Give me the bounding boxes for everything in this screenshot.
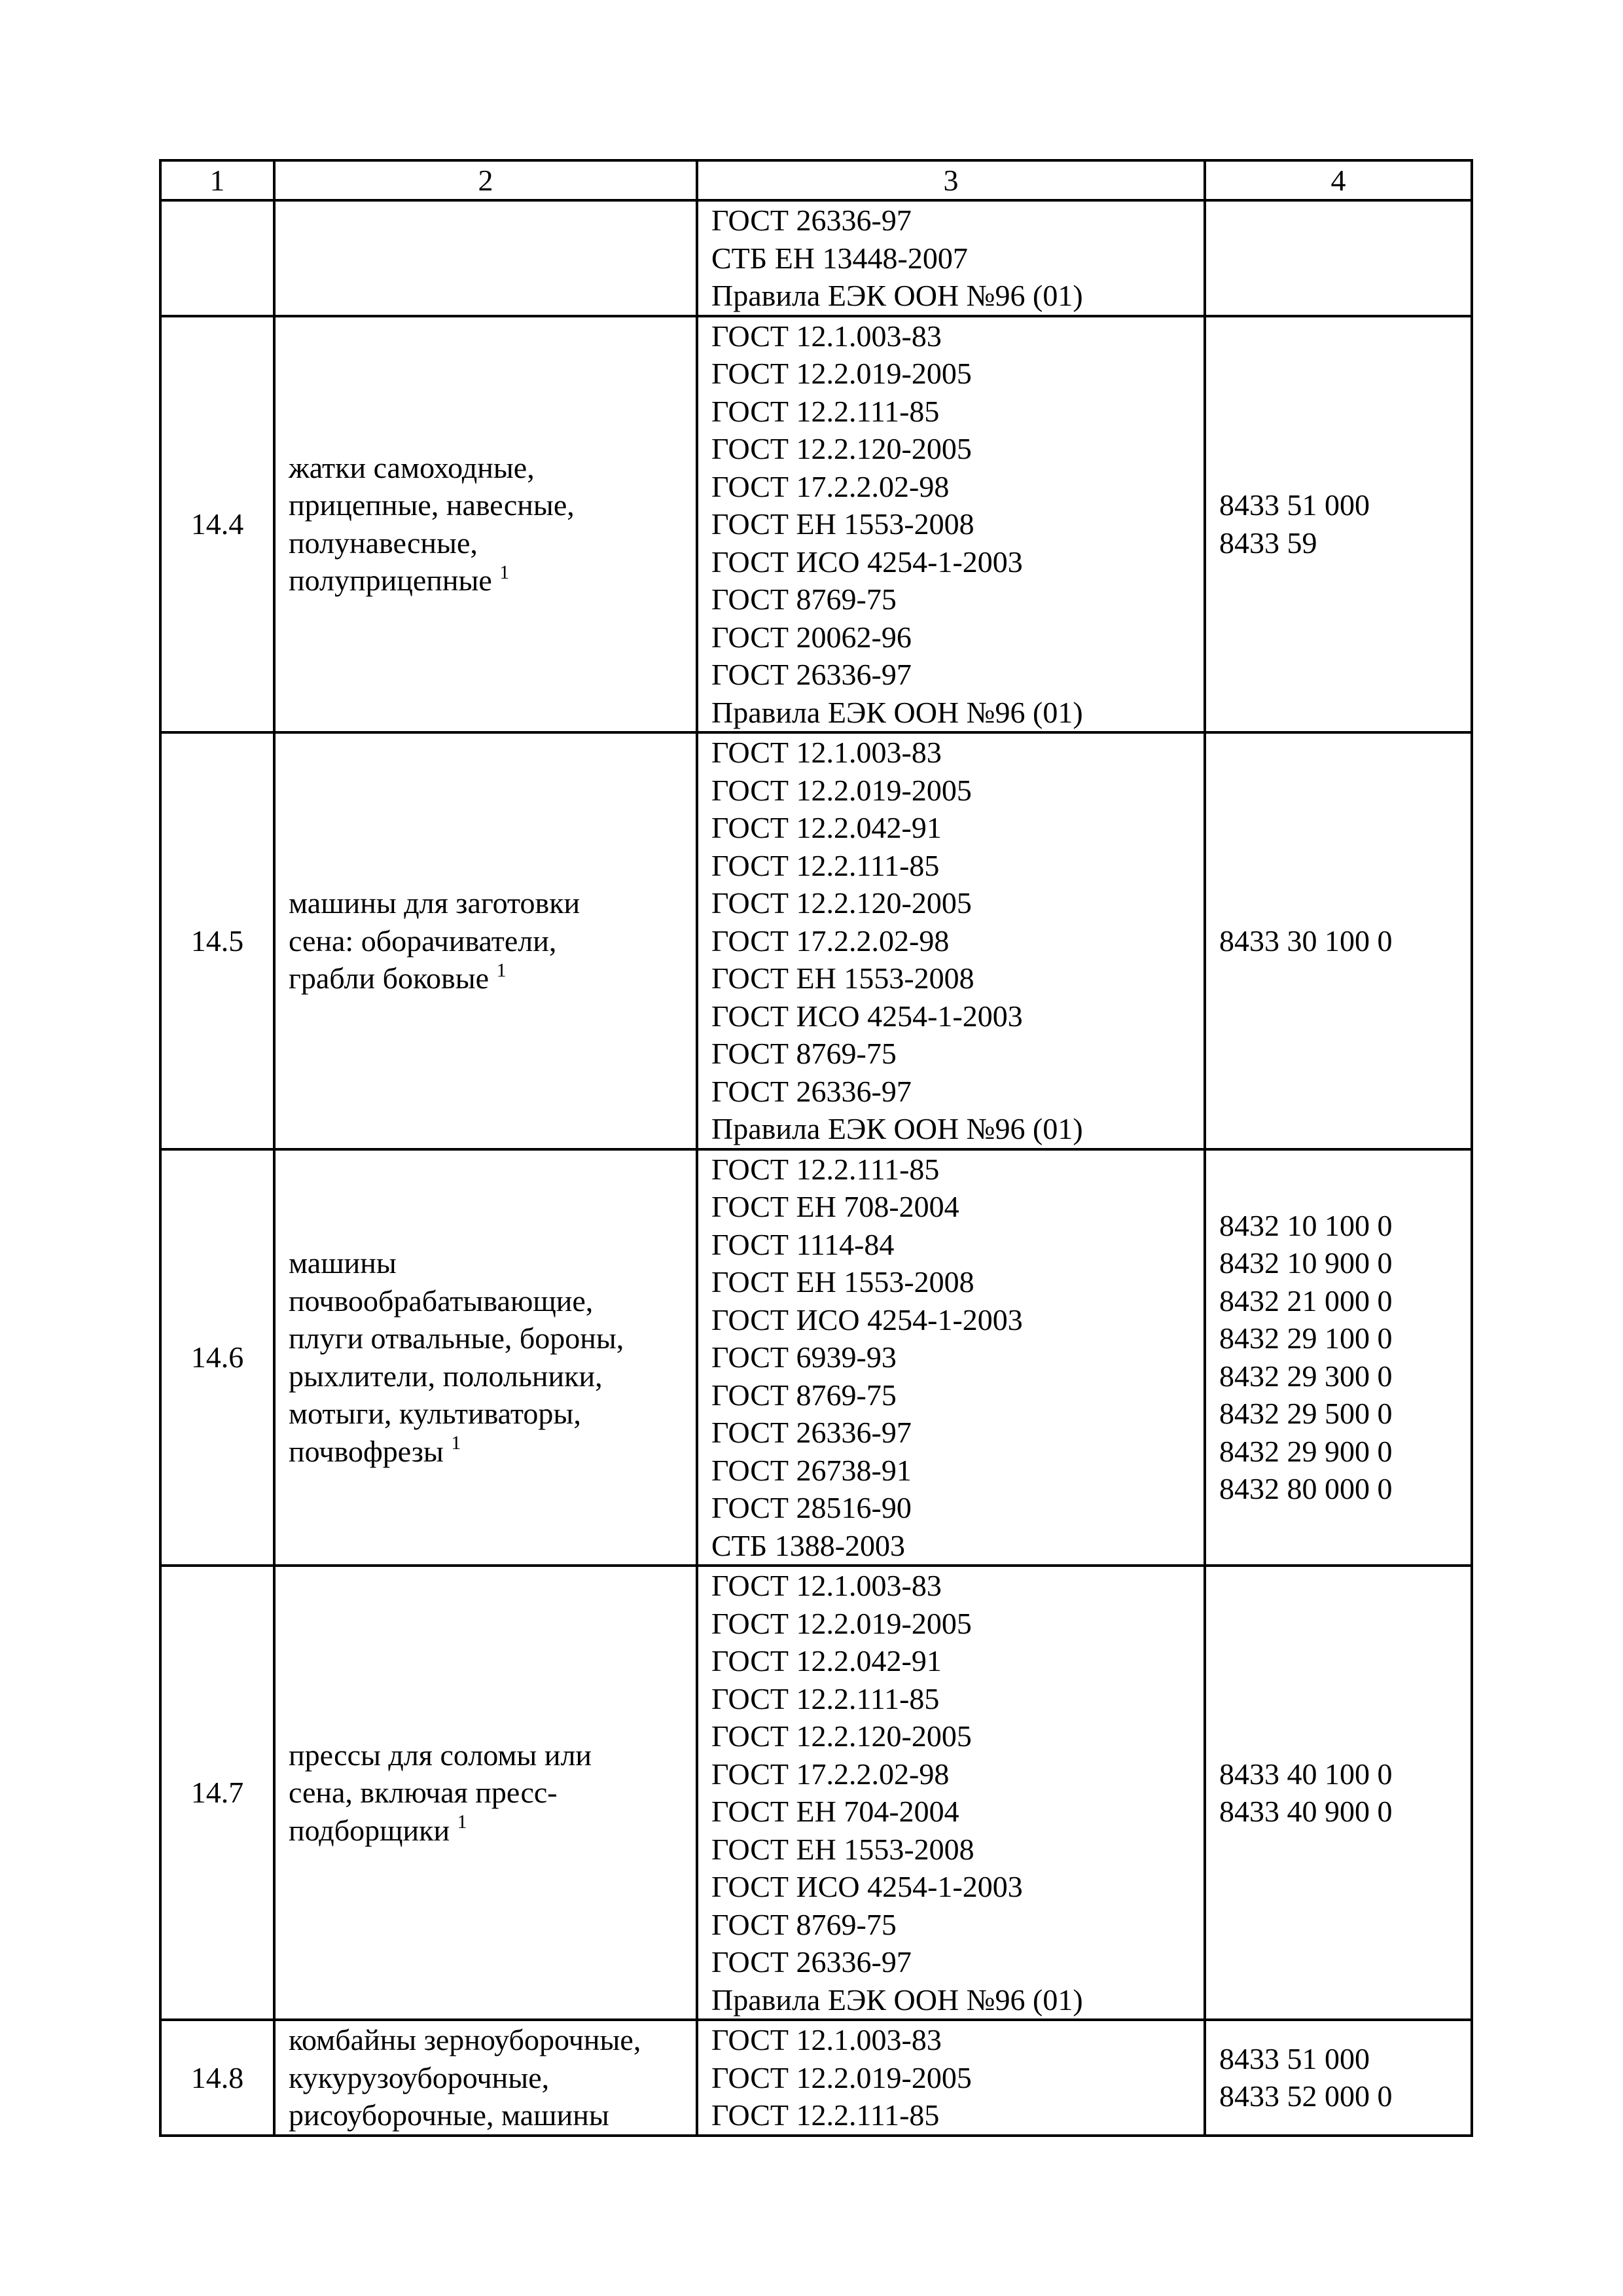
tnved-codes <box>1205 1149 1472 1566</box>
standard-item: ГОСТ ИСО 4254-1-2003 <box>711 1870 1023 1903</box>
standard-item: ГОСТ ЕН 1553-2008 <box>711 961 974 995</box>
tnved-code: 8433 40 900 0 <box>1219 1795 1393 1828</box>
header-row <box>160 160 1472 200</box>
description-text: машины <box>289 1246 397 1280</box>
description-text: прицепные, навесные, <box>289 488 575 522</box>
standard-item: ГОСТ ЕН 1553-2008 <box>711 1832 974 1866</box>
footnote-marker: 1 <box>499 561 510 583</box>
description-text: прессы для соломы или <box>289 1738 592 1772</box>
standard-item: ГОСТ 8769-75 <box>711 1037 897 1070</box>
standards-list <box>697 1566 1205 2020</box>
standard-item: ГОСТ 12.2.120-2005 <box>711 886 972 920</box>
header-col-3: 3 <box>697 160 1205 200</box>
standard-item: ГОСТ 1114-84 <box>711 1227 895 1261</box>
tnved-code: 8433 40 100 0 <box>1219 1757 1393 1791</box>
standard-item: СТБ ЕН 13448-2007 <box>711 241 968 275</box>
standard-item: ГОСТ 26336-97 <box>711 658 912 691</box>
standard-item: ГОСТ 17.2.2.02-98 <box>711 469 950 503</box>
standard-item: ГОСТ 12.1.003-83 <box>711 2023 942 2056</box>
item-number: 14.5 <box>160 732 274 1149</box>
standard-item: СТБ 1388-2003 <box>711 1528 906 1562</box>
description-line <box>289 2059 683 2097</box>
standard-item: ГОСТ 26336-97 <box>711 1416 912 1449</box>
tnved-code: 8432 10 900 0 <box>1219 1246 1393 1280</box>
standard-item: Правила ЕЭК ООН №96 (01) <box>711 695 1083 729</box>
description-line <box>289 1774 683 1812</box>
item-number <box>160 200 274 316</box>
tnved-codes <box>1205 316 1472 733</box>
standard-item: ГОСТ ЕН 708-2004 <box>711 1190 959 1223</box>
standard-item: ГОСТ 12.1.003-83 <box>711 1569 942 1602</box>
standard-item: ГОСТ ИСО 4254-1-2003 <box>711 1302 1023 1336</box>
description-text: рисоуборочные, машины <box>289 2098 609 2132</box>
tnved-code: 8433 51 000 <box>1219 2041 1370 2075</box>
tnved-code: 8432 29 300 0 <box>1219 1359 1393 1393</box>
standard-item: ГОСТ 12.2.111-85 <box>711 1152 940 1186</box>
standard-item: ГОСТ 8769-75 <box>711 583 897 616</box>
standard-item: ГОСТ 12.2.019-2005 <box>711 2060 972 2094</box>
description-line <box>289 1812 683 1850</box>
standard-item: ГОСТ 8769-75 <box>711 1907 897 1941</box>
description-line <box>289 1357 683 1395</box>
description-line <box>289 486 683 524</box>
standard-item: ГОСТ 12.2.019-2005 <box>711 773 972 807</box>
standard-item: ГОСТ 26336-97 <box>711 1945 912 1979</box>
standard-item: ГОСТ 17.2.2.02-98 <box>711 1757 950 1791</box>
description-text: рыхлители, полольники, <box>289 1359 603 1393</box>
item-number: 14.7 <box>160 1566 274 2020</box>
description-line <box>289 1319 683 1357</box>
footnote-marker: 1 <box>457 1811 467 1833</box>
table-row <box>160 316 1472 733</box>
description-line <box>289 524 683 562</box>
product-description <box>274 1149 697 1566</box>
description-line <box>289 1282 683 1320</box>
standard-item: ГОСТ 12.2.111-85 <box>711 394 940 428</box>
standards-table <box>159 159 1473 2137</box>
tnved-code: 8432 80 000 0 <box>1219 1472 1393 1506</box>
tnved-code: 8433 59 <box>1219 526 1317 560</box>
product-description <box>274 316 697 733</box>
footnote-marker: 1 <box>496 959 507 981</box>
tnved-code: 8432 29 100 0 <box>1219 1321 1393 1355</box>
description-text: машины для заготовки <box>289 886 580 920</box>
standard-item: ГОСТ 26336-97 <box>711 1074 912 1108</box>
table-row <box>160 2020 1472 2136</box>
description-line <box>289 1433 683 1471</box>
description-text: полунавесные, <box>289 526 478 560</box>
description-text: кукурузоуборочные, <box>289 2060 550 2094</box>
standard-item: ГОСТ 20062-96 <box>711 620 912 654</box>
standard-item: ГОСТ 12.2.019-2005 <box>711 1606 972 1640</box>
standard-item: ГОСТ ИСО 4254-1-2003 <box>711 545 1023 579</box>
tnved-code: 8433 51 000 <box>1219 488 1370 522</box>
header-col-4: 4 <box>1205 160 1472 200</box>
table-row <box>160 1566 1472 2020</box>
standard-item: ГОСТ ЕН 704-2004 <box>711 1795 959 1828</box>
description-line <box>289 2096 683 2134</box>
description-text: полуприцепные <box>289 564 500 598</box>
standard-item: Правила ЕЭК ООН №96 (01) <box>711 1982 1083 2017</box>
header-col-2: 2 <box>274 160 697 200</box>
tnved-code: 8433 30 100 0 <box>1219 924 1393 958</box>
tnved-codes <box>1205 200 1472 316</box>
standard-item: ГОСТ 12.1.003-83 <box>711 736 942 769</box>
description-text: почвофрезы <box>289 1434 452 1468</box>
description-text: плуги отвальные, бороны, <box>289 1321 624 1355</box>
standard-item: ГОСТ 26336-97 <box>711 204 912 237</box>
item-number: 14.6 <box>160 1149 274 1566</box>
standard-item: ГОСТ ЕН 1553-2008 <box>711 1265 974 1299</box>
table-body <box>160 200 1472 2136</box>
standard-item: ГОСТ 12.2.111-85 <box>711 2098 940 2132</box>
description-text: сена, включая пресс- <box>289 1776 558 1810</box>
tnved-code: 8433 52 000 0 <box>1219 2079 1393 2113</box>
standard-item: ГОСТ 12.2.111-85 <box>711 1681 940 1715</box>
standard-item: ГОСТ 12.2.120-2005 <box>711 1719 972 1753</box>
description-text: почвообрабатывающие, <box>289 1283 594 1318</box>
standard-item: Правила ЕЭК ООН №96 (01) <box>711 279 1083 312</box>
table-row <box>160 200 1472 316</box>
table-row <box>160 1149 1472 1566</box>
standard-item: ГОСТ 12.2.120-2005 <box>711 432 972 465</box>
description-text: сена: оборачиватели, <box>289 924 557 958</box>
standards-list <box>697 200 1205 316</box>
standards-list <box>697 732 1205 1149</box>
tnved-codes <box>1205 1566 1472 2020</box>
tnved-code: 8432 29 500 0 <box>1219 1397 1393 1431</box>
standards-list <box>697 1149 1205 1566</box>
description-line <box>289 922 683 960</box>
standard-item: ГОСТ 12.2.111-85 <box>711 848 940 882</box>
description-text: жатки самоходные, <box>289 450 535 484</box>
product-description <box>274 2020 697 2136</box>
standard-item: ГОСТ 28516-90 <box>711 1491 912 1524</box>
description-line <box>289 449 683 487</box>
standard-item: ГОСТ 8769-75 <box>711 1378 897 1412</box>
standards-list <box>697 2020 1205 2136</box>
product-description <box>274 200 697 316</box>
product-description <box>274 1566 697 2020</box>
table-row <box>160 732 1472 1149</box>
description-text: комбайны зерноуборочные, <box>289 2023 641 2056</box>
standard-item: ГОСТ ИСО 4254-1-2003 <box>711 999 1023 1033</box>
standard-item: ГОСТ 17.2.2.02-98 <box>711 924 950 958</box>
description-line <box>289 1244 683 1282</box>
tnved-code: 8432 29 900 0 <box>1219 1434 1393 1468</box>
standard-item: ГОСТ 12.1.003-83 <box>711 319 942 353</box>
tnved-code: 8432 10 100 0 <box>1219 1208 1393 1242</box>
description-line <box>289 562 683 600</box>
standard-item: ГОСТ 12.2.019-2005 <box>711 357 972 390</box>
description-line <box>289 1395 683 1433</box>
standards-list <box>697 316 1205 733</box>
standard-item: Правила ЕЭК ООН №96 (01) <box>711 1112 1083 1145</box>
tnved-codes <box>1205 2020 1472 2136</box>
item-number: 14.4 <box>160 316 274 733</box>
standard-item: ГОСТ 6939-93 <box>711 1340 897 1374</box>
standard-item: ГОСТ 12.2.042-91 <box>711 1644 942 1677</box>
tnved-code: 8432 21 000 0 <box>1219 1283 1393 1318</box>
tnved-codes <box>1205 732 1472 1149</box>
header-col-1: 1 <box>160 160 274 200</box>
description-line <box>289 2021 683 2059</box>
item-number: 14.8 <box>160 2020 274 2136</box>
description-text: грабли боковые <box>289 961 497 995</box>
standard-item: ГОСТ 26738-91 <box>711 1453 912 1487</box>
description-line <box>289 1736 683 1774</box>
description-text: мотыги, культиваторы, <box>289 1397 581 1431</box>
standard-item: ГОСТ ЕН 1553-2008 <box>711 507 974 541</box>
standard-item: ГОСТ 12.2.042-91 <box>711 811 942 844</box>
description-text: подборщики <box>289 1813 457 1847</box>
description-line <box>289 960 683 997</box>
product-description <box>274 732 697 1149</box>
footnote-marker: 1 <box>451 1432 461 1454</box>
description-line <box>289 884 683 922</box>
